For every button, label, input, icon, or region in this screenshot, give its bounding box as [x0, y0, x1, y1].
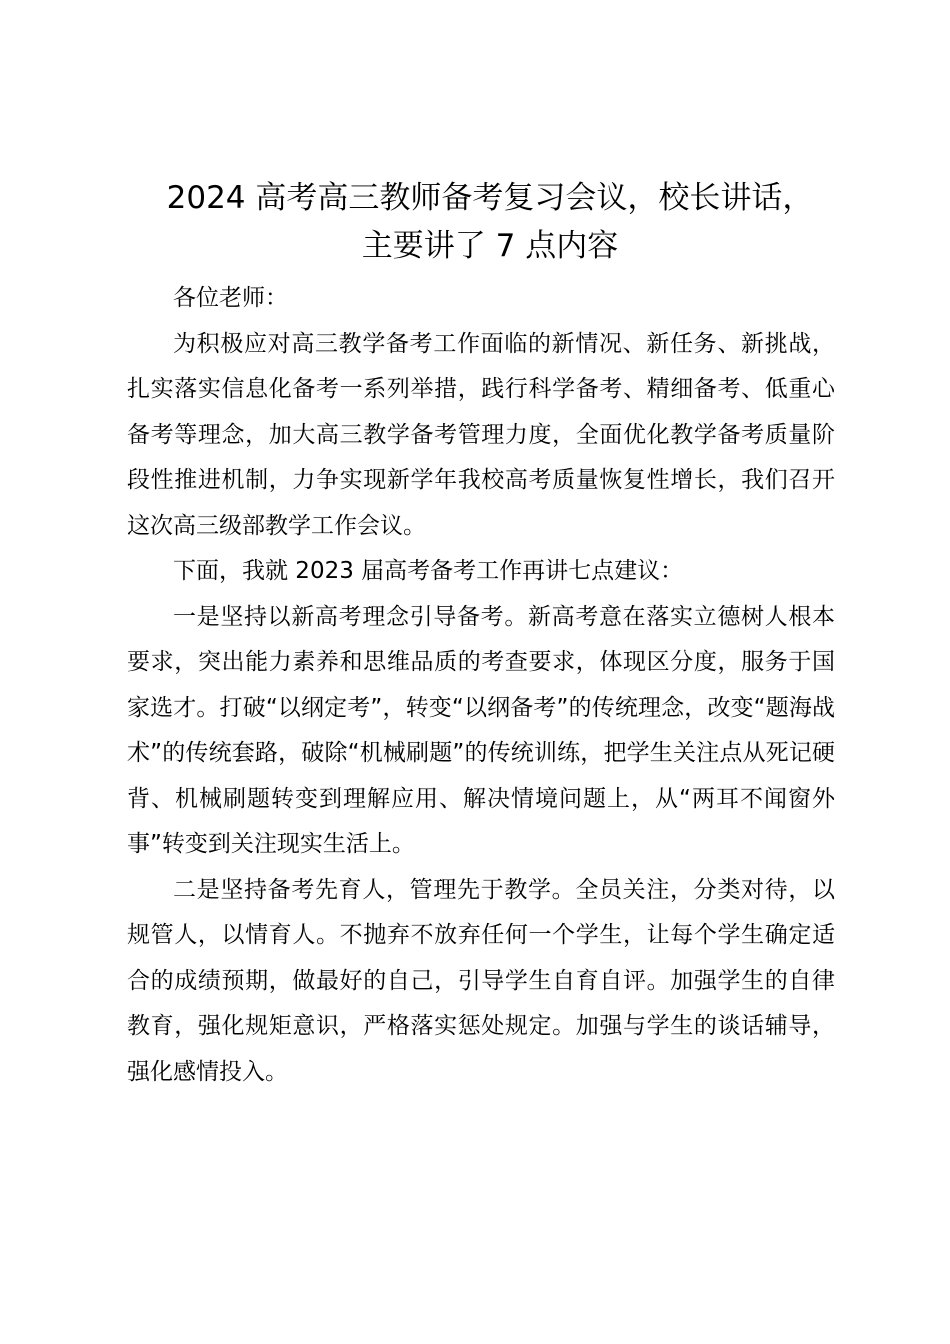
intro-paragraph: 为积极应对高三教学备考工作面临的新情况、新任务、新挑战，扎实落实信息化备考一系列举措，践行科学备考、精细备考、低重心备考等理念，加大高三教学备考管理力度，全面优化教学备考质量阶段性推进机制，力争实现新学年我校高考质量恢复性增长，我们召开这次高三级部教学工作会议。	[127, 330, 835, 539]
title-line-2: 主要讲了 7 点内容	[361, 228, 619, 264]
title-line-1: 2024 高考高三教师备考复习会议，校长讲话，	[166, 180, 814, 216]
point-two-paragraph: 二是坚持备考先育人，管理先于教学。全员关注，分类对待，以规管人，以情育人。不抛弃不放弃任何一个学生，让每个学生确定适合的成绩预期，做最好的自己，引导学生自育自评。加强学生的自律教育，强化规矩意识，严格落实惩处规定。加强与学生的谈话辅导，强化感情投入。	[127, 876, 835, 1085]
document-title	[110, 174, 870, 270]
document-body	[127, 276, 835, 1095]
salutation: 各位老师：	[173, 285, 288, 311]
transition-paragraph: 下面，我就 2023 届高考备考工作再讲七点建议：	[173, 558, 684, 584]
point-one-paragraph: 一是坚持以新高考理念引导备考。新高考意在落实立德树人根本要求，突出能力素养和思维品质的考查要求，体现区分度，服务于国家选才。打破“以纲定考”，转变“以纲备考”的传统理念，改变“题海战术”的传统套路，破除“机械刷题”的传统训练，把学生关注点从死记硬背、机械刷题转变到理解应用、解决情境问题上，从“两耳不闻窗外事”转变到关注现实生活上。	[127, 603, 835, 857]
